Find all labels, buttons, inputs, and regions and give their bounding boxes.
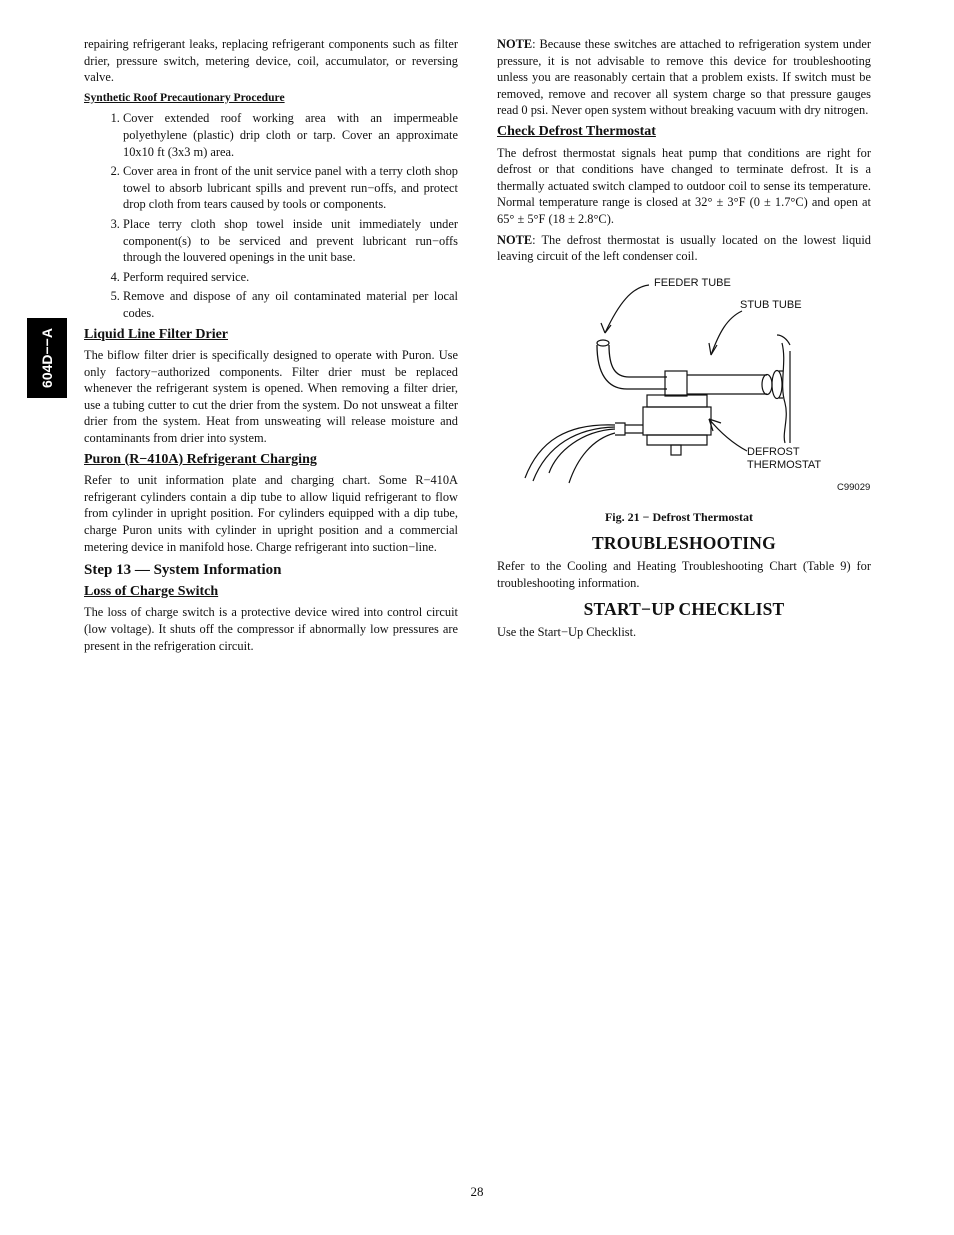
note-text: : Because these switches are attached to refrigeration system under pressure, it is not advisable to remove this device for troubleshooting unless you are reasonably certain that a problem exists. If switch must be removed, remove and recover all system charge so that pressure gauges read 0 psi. Never open system without breaking vacuum with dry nitrogen.: [497, 37, 871, 118]
left-column: [84, 36, 458, 658]
filter-drier-paragraph: The biflow filter drier is specifically designed to operate with Puron. Use only factory−authorized components. Filter drier must be replaced whenever the refrigerant system is opened. When removing a filter drier, use a tubing cutter to cut the drier from the system. Do not unsweat a filter drier from the system. Heat from unsweating will release moisture and contaminants from drier into system.: [84, 348, 458, 446]
startup-checklist-paragraph: Use the Start−Up Checklist.: [497, 624, 637, 639]
troubleshooting-paragraph: Refer to the Cooling and Heating Troubleshooting Chart (Table 9) for troubleshooting information.: [497, 558, 871, 590]
step-13-heading: Step 13 — System Information: [84, 562, 282, 579]
stub-tube-label: STUB TUBE: [740, 298, 802, 311]
feeder-tube-label: FEEDER TUBE: [654, 276, 731, 289]
troubleshooting-heading: TROUBLESHOOTING: [592, 533, 776, 554]
list-item: 1. Cover extended roof working area with an impermeable polyethylene (plastic) drip cloth or tarp. Cover an approximate 10x10 ft (3x3 m) area.: [123, 110, 458, 160]
side-tab: [27, 318, 67, 398]
puron-charging-paragraph: Refer to unit information plate and charging chart. Some R−410A refrigerant cylinders contain a dip tube to allow liquid refrigerant to flow from cylinder in upright position. For cylinders equipped with a dip tube, charge Puron units with cylinder in upright position and a commercial metering device in manifold hose. Charge refrigerant into suction−line.: [84, 473, 458, 554]
synthetic-roof-steps: [84, 110, 458, 321]
note-paragraph-2: [497, 232, 871, 265]
right-column: [497, 36, 871, 644]
figure-caption: Fig. 21 − Defrost Thermostat: [604, 509, 754, 524]
figure-code: C99029: [837, 481, 871, 493]
defrost-thermostat-label: DEFROST THERMOSTAT: [747, 445, 822, 471]
loss-of-charge-heading: Loss of Charge Switch: [84, 583, 219, 599]
intro-paragraph: repairing refrigerant leaks, replacing refrigerant components such as filter drier, pressure switch, metering device, coil, accumulator, or reversing valve.: [84, 37, 458, 85]
list-item: 5. Remove and dispose of any oil contaminated material per local codes.: [123, 288, 458, 321]
loss-of-charge-paragraph: The loss of charge switch is a protective device wired into control circuit (low voltage). It shuts off the compressor if abnormally low pressures are present in the refrigeration circuit.: [84, 605, 458, 653]
note-paragraph-1: [497, 36, 871, 119]
puron-charging-heading: Puron (R−410A) Refrigerant Charging: [84, 451, 317, 467]
note-label: NOTE: [497, 232, 533, 247]
defrost-thermostat-heading: Check Defrost Thermostat: [497, 123, 656, 139]
list-item: 2. Cover area in front of the unit service panel with a terry cloth shop towel to absorb lubricant spills and prevent run−offs, and protect drop cloth from tears caused by tools or components.: [123, 163, 458, 213]
list-item: 3. Place terry cloth shop towel inside unit immediately under component(s) to be serviced and prevent lubricant run−offs through the louvered openings in the unit base.: [123, 216, 458, 266]
note-text: : The defrost thermostat is usually located on the lowest liquid leaving circuit of the left condenser coil.: [497, 232, 871, 264]
synthetic-roof-heading: Synthetic Roof Precautionary Procedure: [84, 90, 285, 104]
filter-drier-heading: Liquid Line Filter Drier: [84, 326, 229, 342]
side-tab-label: 604D−−A: [39, 328, 55, 388]
list-item: 4. Perform required service.: [123, 269, 458, 286]
defrost-thermostat-paragraph: The defrost thermostat signals heat pump that conditions are right for defrost or that conditions have changed to terminate defrost. It is a thermally actuated switch clamped to outdoor coil to sense its temperature. Normal temperature range is closed at 32° ± 3°F (0 ± 1.7°C) and open at 65° ± 5°F (18 ± 2.8°C).: [497, 145, 871, 226]
startup-checklist-heading: START−UP CHECKLIST: [583, 599, 785, 620]
page-number: 28: [470, 1184, 484, 1199]
defrost-thermostat-figure: [497, 273, 871, 505]
note-label: NOTE: [497, 37, 533, 51]
